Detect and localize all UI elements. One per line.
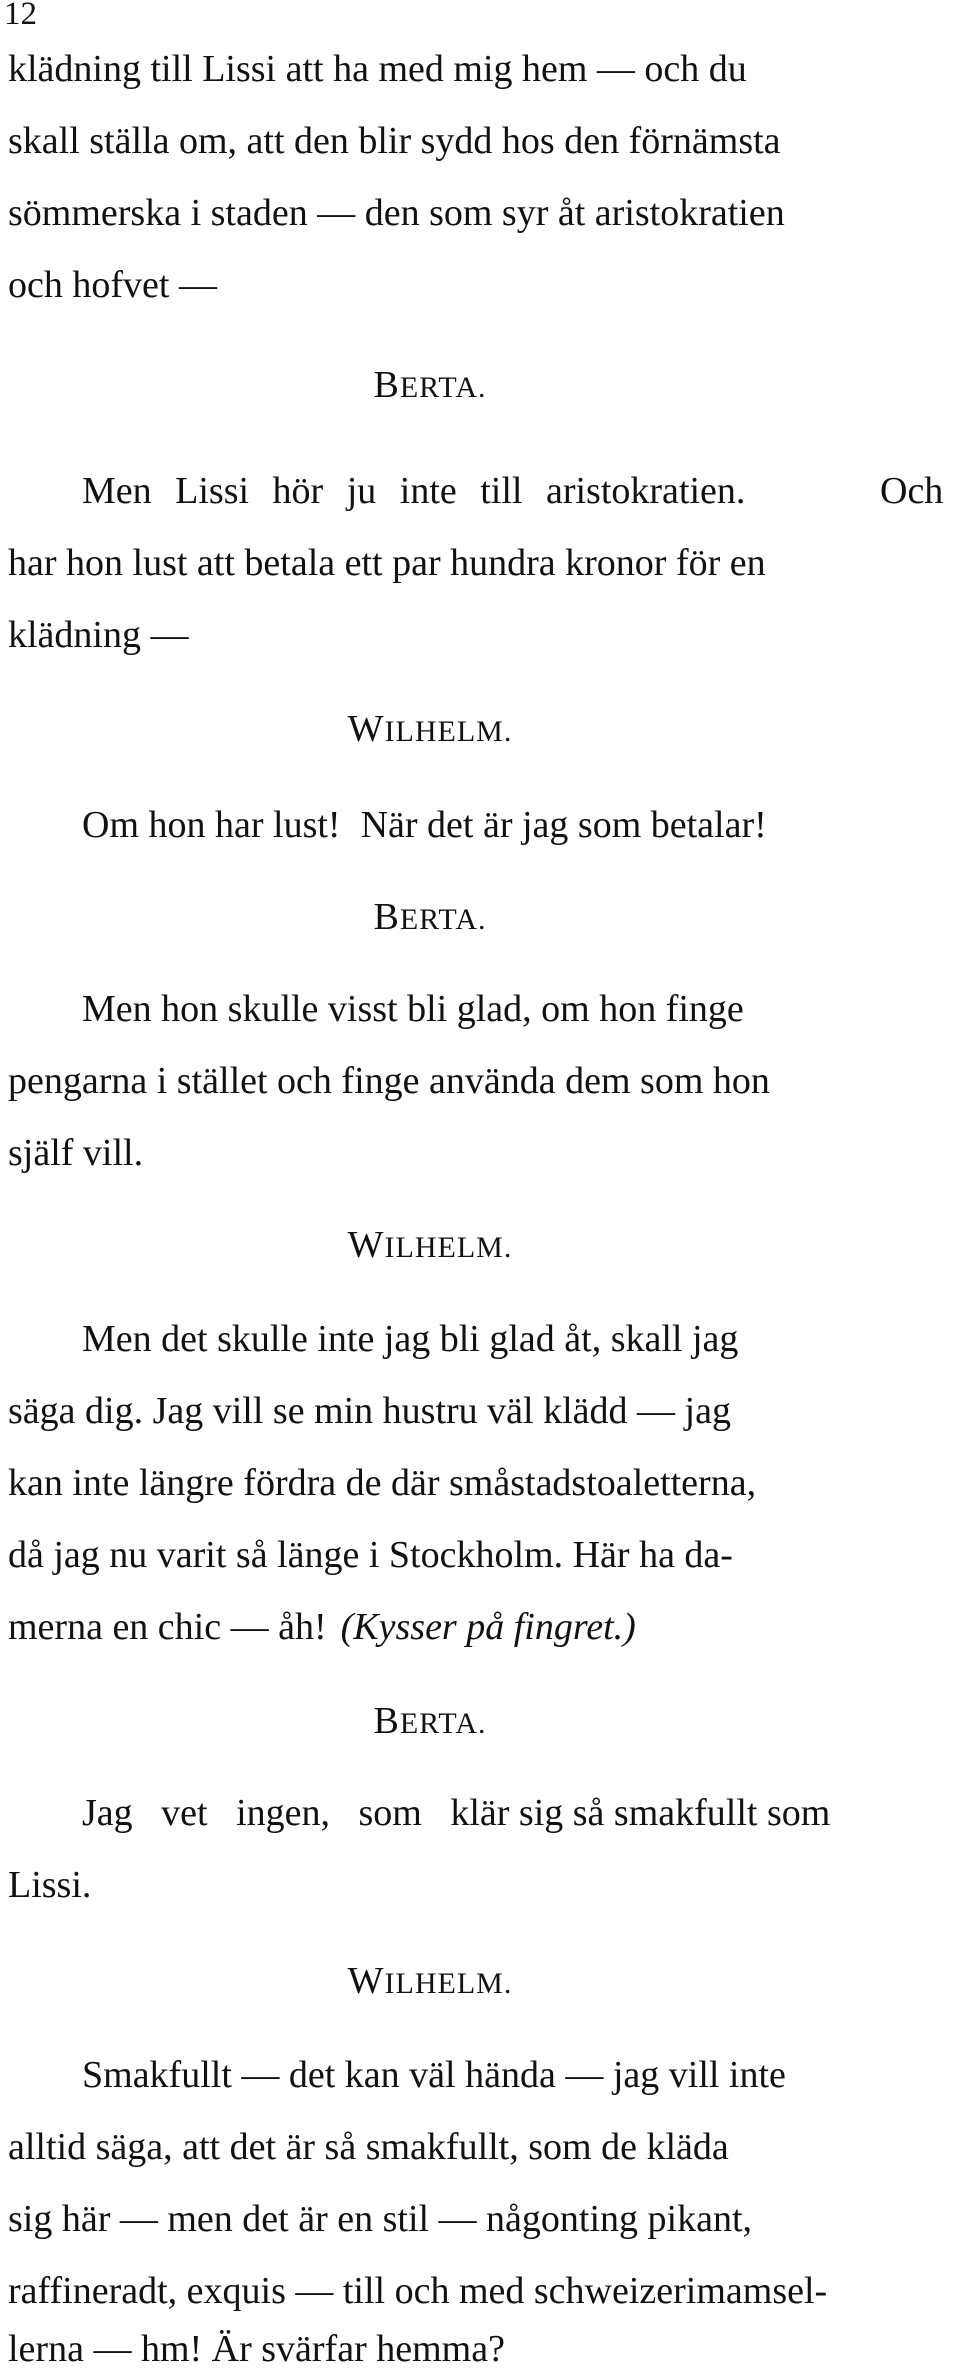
text-segment: Om hon har lust!: [82, 804, 341, 846]
text-line: klädning till Lissi att ha med mig hem — och du: [8, 48, 747, 90]
text-line: [8, 1604, 636, 1650]
text-line: skall ställa om, att den blir sydd hos den förnämsta: [8, 120, 781, 162]
text-line: Men Lissi hör ju inte till aristokratien.: [82, 470, 746, 512]
text-line: sig här — men det är en stil — någonting pikant,: [8, 2198, 753, 2240]
text-line: lerna — hm! Är svärfar hemma?: [8, 2328, 505, 2370]
text-line: alltid säga, att det är så smakfullt, som de kläda: [8, 2126, 729, 2168]
text-line: har hon lust att betala ett par hundra kronor för en: [8, 542, 766, 584]
speaker-name: [0, 894, 860, 943]
text-line: kan inte längre fördra de där småstadstoaletterna,: [8, 1462, 757, 1504]
text-line: klädning —: [8, 614, 189, 656]
speaker-name: [0, 1698, 860, 1747]
speaker-initial: W: [347, 708, 385, 750]
speaker-rest: ILHELM.: [384, 715, 513, 748]
text-line: [82, 802, 767, 848]
text-line: säga dig. Jag vill se min hustru väl klädd — jag: [8, 1390, 731, 1432]
text-segment: merna en chic — åh!: [8, 1606, 327, 1648]
text-line: Men det skulle inte jag bli glad åt, skall jag: [82, 1318, 739, 1360]
speaker-initial: B: [373, 1700, 400, 1742]
speaker-name: [0, 1958, 860, 2007]
speaker-name: [0, 362, 860, 411]
text-line: och hofvet —: [8, 264, 217, 306]
text-line: pengarna i stället och finge använda dem som hon: [8, 1060, 770, 1102]
speaker-rest: ILHELM.: [384, 1967, 513, 2000]
text-segment: När det är jag som betalar!: [360, 804, 767, 846]
speaker-initial: W: [347, 1960, 385, 2002]
text-line: Lissi.: [8, 1864, 92, 1906]
text-line: sömmerska i staden — den som syr åt aristokratien: [8, 192, 785, 234]
speaker-rest: ERTA.: [399, 371, 487, 404]
text-line: själf vill.: [8, 1132, 144, 1174]
stage-direction: (Kysser på fingret.): [340, 1606, 636, 1648]
speaker-rest: ERTA.: [399, 1707, 487, 1740]
speaker-name: [0, 706, 860, 755]
text-line: Smakfullt — det kan väl hända — jag vill inte: [82, 2054, 786, 2096]
text-line: Men hon skulle visst bli glad, om hon finge: [82, 988, 744, 1030]
text-line: raffineradt, exquis — till och med schweizerimamsel-: [8, 2270, 828, 2312]
page-number: 12: [4, 0, 37, 32]
text-line: Jag vet ingen, som klär sig så smakfullt som: [82, 1792, 831, 1834]
text-line: då jag nu varit så länge i Stockholm. Här ha da-: [8, 1534, 733, 1576]
speaker-initial: B: [373, 364, 400, 406]
speaker-name: [0, 1222, 860, 1271]
speaker-rest: ILHELM.: [384, 1231, 513, 1264]
speaker-initial: B: [373, 896, 400, 938]
speaker-rest: ERTA.: [399, 903, 487, 936]
text-line-end: Och: [880, 470, 944, 512]
speaker-initial: W: [347, 1224, 385, 1266]
